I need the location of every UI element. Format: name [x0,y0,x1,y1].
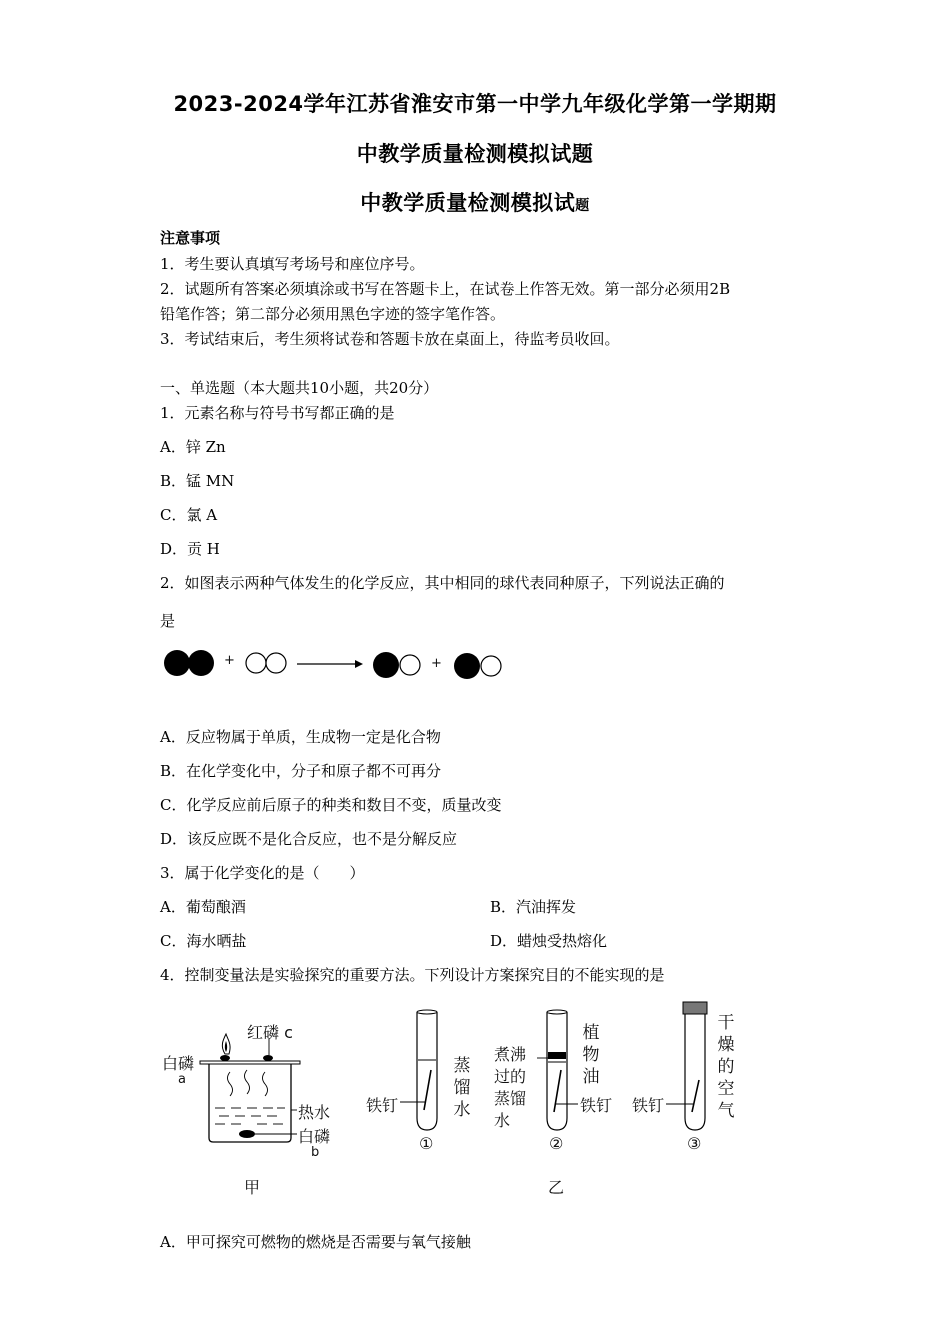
label-white-phosphorus-a: 白磷 [162,1054,195,1073]
label-white-phosphorus-b: 白磷 [298,1127,331,1146]
q2-stem-line1: 2．如图表示两种气体发生的化学反应，其中相同的球代表同种原子，下列说法正确的 [160,574,725,592]
q1-option-b: B．锰 MN [160,472,235,490]
page-title-line3-tail: 题 [575,198,590,214]
notice-item-2-cont: 铅笔作答；第二部分必须用黑色字迹的签字笔作答。 [160,305,506,323]
q3-stem: 3．属于化学变化的是（ ） [160,864,365,882]
label-red-phosphorus: 红磷 c [247,1023,293,1042]
caption-jia: 甲 [244,1178,261,1197]
label-hot-water: 热水 [298,1103,331,1122]
q1-option-c: C．氯 A [160,506,218,524]
label-tube-2: ② [549,1134,564,1153]
q3-option-a: A．葡萄酿酒 [160,898,246,916]
notice-heading: 注意事项 [160,229,221,247]
label-iron-nail-3: 铁钉 [632,1096,665,1115]
label-distilled-water: 蒸馏水 [453,1056,471,1120]
q2-option-a: A．反应物属于单质，生成物一定是化合物 [160,728,441,746]
q2-option-c: C．化学反应前后原子的种类和数目不变，质量改变 [160,796,502,814]
label-tube-1: ① [419,1134,434,1153]
q2-option-d: D．该反应既不是化合反应，也不是分解反应 [160,830,458,848]
figure-yi-test-tubes [400,1000,730,1135]
page-title-line1: 2023-2024学年江苏省淮安市第一中学九年级化学第一学期期 [173,92,777,116]
q3-option-c: C．海水晒盐 [160,932,247,950]
section-heading: 一、单选题（本大题共10小题，共20分） [160,379,439,397]
label-a: a [178,1072,186,1087]
label-b: b [311,1145,320,1160]
notice-item-3: 3．考试结束后，考生须将试卷和答题卡放在桌面上，待监考员收回。 [160,330,620,348]
caption-yi: 乙 [548,1178,565,1197]
page-title-line3 [0,187,950,217]
figure-jia-combustion [195,1030,305,1150]
label-iron-nail-2: 铁钉 [580,1096,613,1115]
reaction-diagram [160,640,510,690]
notice-item-1: 1．考生要认真填写考场号和座位序号。 [160,255,425,273]
q4-stem: 4．控制变量法是实验探究的重要方法。下列设计方案探究目的不能实现的是 [160,966,665,984]
label-dry-air: 干燥的空气 [717,1013,735,1121]
q1-option-d: D．贡 H [160,540,220,558]
q1-stem: 1．元素名称与符号书写都正确的是 [160,404,395,422]
label-iron-nail-1: 铁钉 [366,1096,399,1115]
label-veg-oil: 植物油 [582,1023,600,1087]
reaction-plus-2: + [431,656,442,671]
q3-option-d: D．蜡烛受热熔化 [490,932,608,950]
label-tube-3: ③ [687,1134,702,1153]
page-title-line3-main: 中教学质量检测模拟试 [360,191,576,215]
q2-option-b: B．在化学变化中，分子和原子都不可再分 [160,762,442,780]
reaction-plus-1: + [224,653,235,668]
q1-option-a: A．锌 Zn [160,438,226,456]
notice-item-2: 2．试题所有答案必须填涂或书写在答题卡上，在试卷上作答无效。第一部分必须用2B [160,280,731,298]
q2-stem-line2: 是 [160,612,176,630]
label-boiled-water: 煮沸过的蒸馏水 [494,1045,527,1130]
q4-option-a: A．甲可探究可燃物的燃烧是否需要与氧气接触 [160,1233,471,1251]
q3-option-b: B．汽油挥发 [490,898,577,916]
page-title-line2: 中教学质量检测模拟试题 [356,142,594,166]
